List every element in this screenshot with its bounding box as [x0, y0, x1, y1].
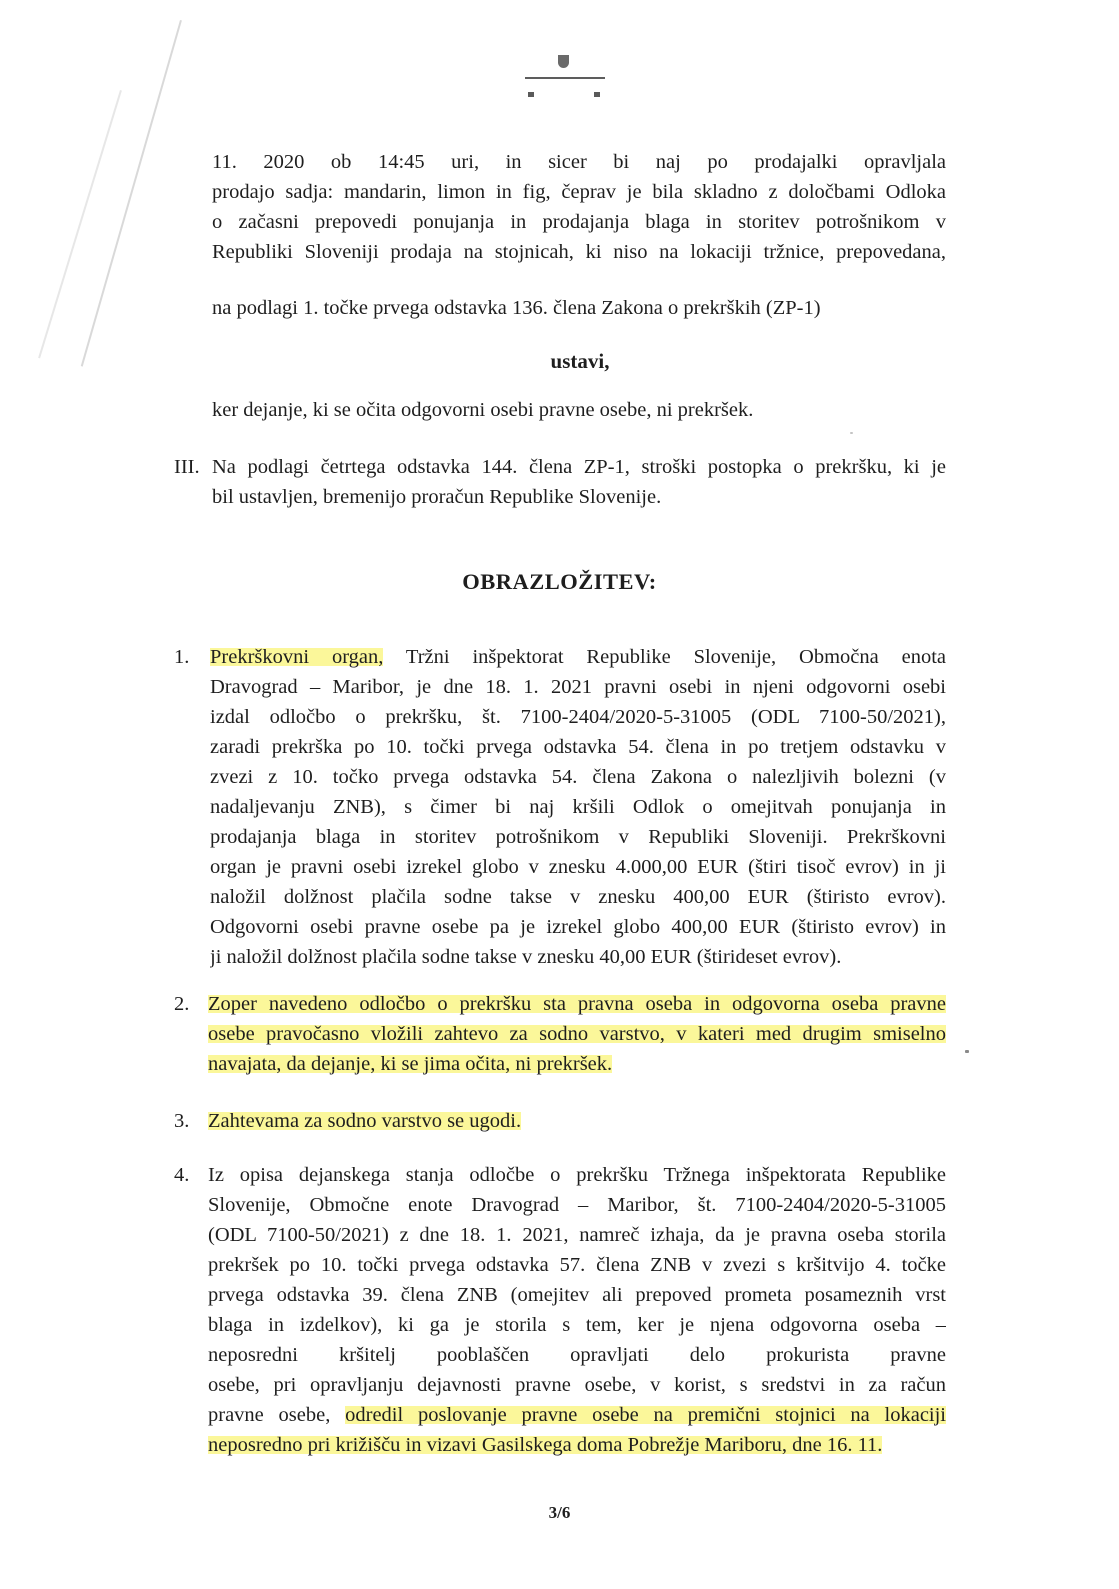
- highlighted-text: navajata, da dejanje, ki se jima očita, ni prekršek.: [208, 1053, 613, 1075]
- text-line: organ je pravni osebi izrekel globo v znesku 4.000,00 EUR (štiri tisoč evrov) in ji: [210, 856, 946, 878]
- text-line: bil ustavljen, bremenijo proračun Republike Slovenije.: [212, 486, 662, 508]
- scan-artifact-line: [81, 20, 182, 367]
- scan-speck: [965, 1050, 969, 1053]
- paragraph-1: [210, 642, 946, 972]
- text-line: Republiki Sloveniji prodaja na stojnicah, ki niso na lokaciji tržnice, prepovedana,: [212, 241, 946, 263]
- text-line: nadaljevanju ZNB), s čimer bi naj kršili Odlok o omejitvah ponujanja in: [210, 796, 946, 818]
- paragraph-number: 2.: [174, 993, 190, 1015]
- text-line: prekršek po 10. točki prvega odstavka 57. člena ZNB v zvezi s kršitvijo 4. točke: [208, 1254, 946, 1276]
- point-iii-text: [212, 452, 946, 512]
- header-mark: [528, 92, 534, 97]
- coat-of-arms-icon: [558, 55, 569, 68]
- text-span: Tržni inšpektorat Republike Slovenije, Območna enota: [383, 646, 946, 668]
- text-line: izdal odločbo o prekršku, št. 7100-2404/2020-5-31005 (ODL 7100-50/2021),: [210, 706, 946, 728]
- reason-text: ker dejanje, ki se očita odgovorni osebi pravne osebe, ni prekršek.: [212, 399, 754, 421]
- scan-artifact-line: [38, 90, 122, 358]
- text-line: ji naložil dolžnost plačila sodne takse v znesku 40,00 EUR (štirideset evrov).: [210, 946, 842, 968]
- legal-basis-text: na podlagi 1. točke prvega odstavka 136. člena Zakona o prekrških (ZP-1): [212, 297, 821, 319]
- decision-word: ustavi,: [550, 349, 610, 373]
- text-line: prodajo sadja: mandarin, limon in fig, čeprav je bila skladno z določbami Odloka: [212, 181, 946, 203]
- text-line: [208, 1106, 521, 1136]
- text-line: naložil dolžnost plačila sodne takse v znesku 400,00 EUR (štiristo evrov).: [210, 886, 946, 908]
- highlighted-text: Prekrškovni organ,: [210, 646, 384, 668]
- text-line: o začasni prepovedi ponujanja in prodajanja blaga in storitev potrošnikom v: [212, 211, 946, 233]
- highlighted-text: osebe pravočasno vložili zahtevo za sodno varstvo, v kateri med drugim smiselno: [208, 1023, 946, 1045]
- page-number: 3/6: [548, 1503, 571, 1522]
- scan-speck: [850, 432, 853, 434]
- text-line: 11. 2020 ob 14:45 uri, in sicer bi naj po prodajalki opravljala: [212, 151, 946, 173]
- text-line: [210, 642, 946, 672]
- text-line: (ODL 7100-50/2021) z dne 18. 1. 2021, namreč izhaja, da je pravna oseba storila: [208, 1224, 946, 1246]
- text-line: neposredni kršitelj pooblaščen opravljati delo prokurista pravne: [208, 1344, 946, 1366]
- text-line: blaga in izdelkov), ki ga je storila s tem, ker je njena odgovorna oseba –: [208, 1314, 946, 1336]
- text-line: [208, 1049, 946, 1079]
- paragraph-number: 4.: [174, 1164, 190, 1186]
- section-heading: OBRAZLOŽITEV:: [462, 569, 657, 594]
- paragraph-3: [208, 1106, 521, 1136]
- paragraph-2: [208, 989, 946, 1079]
- text-line: zvezi z 10. točko prvega odstavka 54. člena Zakona o nalezljivih bolezni (v: [210, 766, 946, 788]
- point-number: III.: [174, 456, 200, 478]
- legal-basis: [212, 293, 821, 323]
- highlighted-text: odredil poslovanje pravne osebe na premični stojnici na lokaciji: [345, 1404, 946, 1426]
- text-line: Dravograd – Maribor, je dne 18. 1. 2021 pravni osebi in njeni odgovorni osebi: [210, 676, 946, 698]
- highlighted-text: Zahtevama za sodno varstvo se ugodi.: [208, 1110, 522, 1132]
- text-line: osebe, pri opravljanju dejavnosti pravne osebe, v korist, s sredstvi in za račun: [208, 1374, 946, 1396]
- text-line: [208, 1400, 946, 1430]
- court-emblem: [525, 55, 605, 105]
- header-mark: [594, 92, 600, 97]
- highlighted-text: Zoper navedeno odločbo o prekršku sta pravna oseba in odgovorna oseba pravne: [208, 993, 946, 1015]
- top-paragraph: [212, 147, 946, 267]
- reason: [212, 395, 753, 425]
- text-line: prvega odstavka 39. člena ZNB (omejitev ali prepoved prometa posameznih vrst: [208, 1284, 946, 1306]
- text-line: [208, 989, 946, 1019]
- paragraph-number: 3.: [174, 1110, 190, 1132]
- text-line: zaradi prekrška po 10. točki prvega odstavka 54. člena in po tretjem odstavku v: [210, 736, 946, 758]
- header-rule: [525, 77, 605, 79]
- text-line: Slovenije, Območne enote Dravograd – Maribor, št. 7100-2404/2020-5-31005: [208, 1194, 946, 1216]
- text-line: Odgovorni osebi pravne osebe pa je izrekel globo 400,00 EUR (štiristo evrov) in: [210, 916, 946, 938]
- text-line: prodajanja blaga in storitev potrošnikom v Republiki Sloveniji. Prekrškovni: [210, 826, 946, 848]
- paragraph-number: 1.: [174, 646, 190, 668]
- text-span: pravne osebe,: [208, 1404, 346, 1426]
- text-line: Iz opisa dejanskega stanja odločbe o prekršku Tržnega inšpektorata Republike: [208, 1164, 946, 1186]
- text-line: Na podlagi četrtega odstavka 144. člena ZP-1, stroški postopka o prekršku, ki je: [212, 456, 946, 478]
- highlighted-text: neposredno pri križišču in vizavi Gasilskega doma Pobrežje Mariboru, dne 16. 11.: [208, 1434, 883, 1456]
- paragraph-4: [208, 1160, 946, 1460]
- text-line: [208, 1430, 946, 1460]
- text-line: [208, 1019, 946, 1049]
